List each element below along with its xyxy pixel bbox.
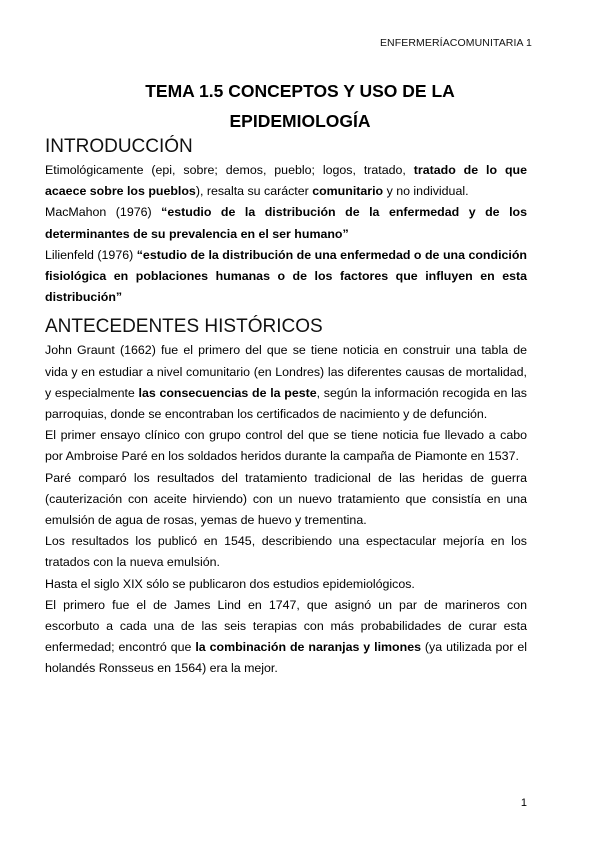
text-span: Etimológicamente (epi, sobre; demos, pueblo; logos, tratado, (45, 163, 414, 177)
text-span: y no individual. (383, 184, 469, 199)
paragraph-lilienfeld (45, 245, 527, 309)
title-line-1: TEMA 1.5 CONCEPTOS Y USO DE LA (145, 81, 455, 101)
paragraph-pare-comparacion: Paré comparó los resultados del tratamiento tradicional de las heridas de guerra (cauterización con aceite hirviendo) con un nuevo tratamiento que consistía en una emulsión de agua de rosas, yemas de huevo y trementina. (45, 470, 527, 528)
bold-span: “estudio de la distribución de una enfermedad o de una condición fisiológica en poblaciones humanas o de los factores que influyen en esta distribución” (45, 247, 527, 305)
section-heading-introduccion: INTRODUCCIÓN (45, 136, 193, 157)
paragraph-siglo-xix: Hasta el siglo XIX sólo se publicaron dos estudios epidemiológicos. (45, 576, 415, 591)
paragraph-etimologia (45, 160, 527, 202)
text-span: , según la información recogida en las parroquias, donde se encontraban los certificados de nacimiento y de defunción. (45, 385, 527, 422)
text-span: MacMahon (1976) (45, 205, 162, 220)
page-title (40, 76, 560, 136)
bold-span: “estudio de la distribución de la enfermedad y de los determinantes de su prevalencia en el ser humano” (45, 205, 527, 241)
bold-span: comunitario (312, 184, 384, 199)
text-span: El primero fue el de James Lind en 1747, que asignó un par de marineros con escorbuto a cada una de las seis terapias con más probabilidades de curar esta enfermedad; encontró que (45, 597, 527, 655)
bold-span: tratado de lo que acaece sobre los pueblos (45, 163, 527, 199)
paragraph-lind (45, 595, 527, 680)
page-number: 1 (520, 797, 527, 809)
running-header: ENFERMERÍACOMUNITARIA 1 (379, 37, 532, 49)
paragraph-graunt (45, 340, 527, 425)
section-heading-antecedentes: ANTECEDENTES HISTÓRICOS (45, 316, 323, 338)
bold-span: la combinación de naranjas y limones (195, 640, 421, 655)
text-span: John Graunt (1662) fue el primero del que se tiene noticia en construir una tabla de vida y en estudiar a nivel comunitario (en Londres) las diferentes causas de mortalidad, y especialmente (45, 343, 527, 400)
bold-span: las consecuencias de la peste (138, 385, 317, 400)
text-span: Lilienfeld (1976) (45, 247, 137, 262)
text-span: ), resalta su carácter (195, 184, 313, 199)
paragraph-resultados: Los resultados los publicó en 1545, describiendo una espectacular mejoría en los tratados con la nueva emulsión. (45, 534, 527, 570)
title-line-2: EPIDEMIOLOGÍA (229, 111, 371, 131)
document-body (45, 134, 527, 680)
paragraph-pare-ensayo: El primer ensayo clínico con grupo control del que se tiene noticia fue llevado a cabo por Ambroise Paré en los soldados heridos durante la campaña de Piamonte en 1537. (45, 428, 527, 464)
paragraph-macmahon (45, 202, 527, 244)
text-span: (ya utilizada por el holandés Ronsseus en 1564) era la mejor. (45, 640, 528, 676)
